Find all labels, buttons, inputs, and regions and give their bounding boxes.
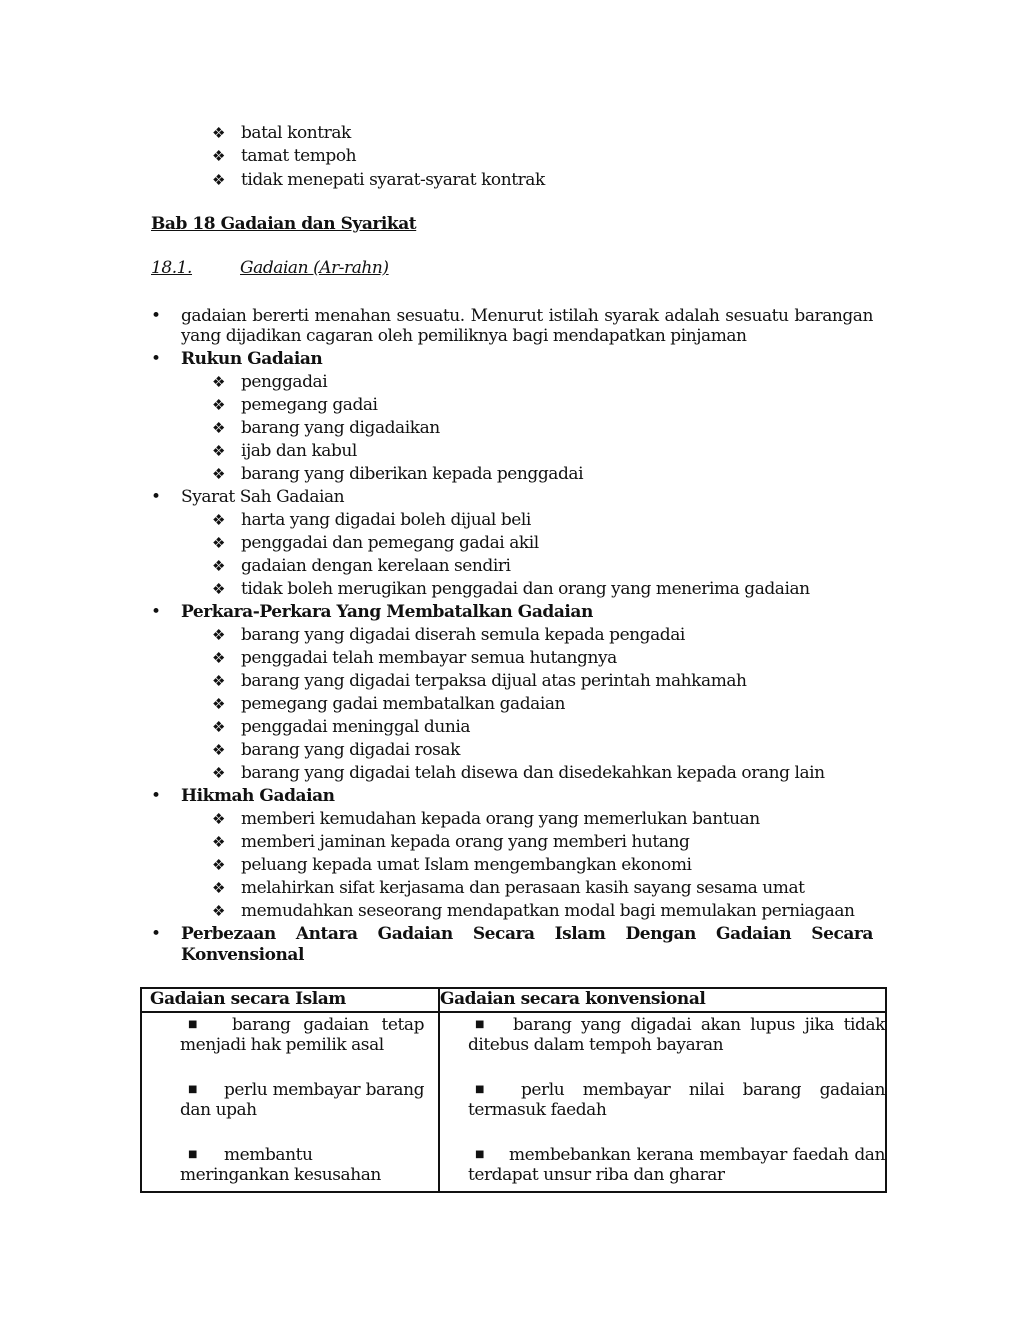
diamond-bullet-icon: ❖ bbox=[212, 718, 225, 736]
table-row bbox=[141, 1012, 886, 1192]
list-item: barang yang digadai telah disewa dan disedekahkan kepada orang lain bbox=[241, 763, 825, 783]
diamond-bullet-icon: ❖ bbox=[212, 171, 225, 189]
syarat-heading: Syarat Sah Gadaian bbox=[181, 487, 345, 507]
table-cell bbox=[141, 1012, 439, 1192]
diamond-bullet-icon: ❖ bbox=[212, 649, 225, 667]
list-item: barang yang diberikan kepada penggadai bbox=[241, 464, 584, 484]
bullet-icon: • bbox=[151, 349, 161, 369]
list-item: batal kontrak bbox=[241, 123, 351, 143]
diamond-bullet-icon: ❖ bbox=[212, 902, 225, 920]
diamond-bullet-icon: ❖ bbox=[212, 557, 225, 575]
list-item: tamat tempoh bbox=[241, 146, 357, 166]
bullet-icon: • bbox=[151, 924, 161, 944]
list-item: penggadai bbox=[241, 372, 328, 392]
diamond-bullet-icon: ❖ bbox=[212, 373, 225, 391]
column-header: Gadaian secara konvensional bbox=[439, 988, 886, 1012]
bullet-icon: • bbox=[151, 786, 161, 806]
diamond-bullet-icon: ❖ bbox=[212, 764, 225, 782]
list-item: ■ membebankan kerana membayar faedah dan terdapat unsur riba dan gharar bbox=[468, 1145, 885, 1185]
list-item: ■ membantu meringankan kesusahan bbox=[180, 1145, 381, 1185]
list-item: ■ perlu membayar barang dan upah bbox=[180, 1080, 424, 1120]
intro-line: yang dijadikan cagaran oleh pemiliknya bagi mendapatkan pinjaman bbox=[181, 326, 747, 346]
list-item: pemegang gadai membatalkan gadaian bbox=[241, 694, 566, 714]
list-item: penggadai telah membayar semua hutangnya bbox=[241, 648, 617, 668]
list-item: harta yang digadai boleh dijual beli bbox=[241, 510, 531, 530]
list-item: gadaian dengan kerelaan sendiri bbox=[241, 556, 511, 576]
diamond-bullet-icon: ❖ bbox=[212, 442, 225, 460]
list-item: ■ perlu membayar nilai barang gadaian termasuk faedah bbox=[468, 1080, 885, 1120]
square-bullet-icon: ■ bbox=[475, 1084, 484, 1095]
table-cell bbox=[439, 1012, 886, 1192]
diamond-bullet-icon: ❖ bbox=[212, 672, 225, 690]
list-item: barang yang digadai diserah semula kepada pengadai bbox=[241, 625, 685, 645]
list-item: memberi kemudahan kepada orang yang memerlukan bantuan bbox=[241, 809, 760, 829]
square-bullet-icon: ■ bbox=[475, 1019, 484, 1030]
diamond-bullet-icon: ❖ bbox=[212, 147, 225, 165]
list-item: melahirkan sifat kerjasama dan perasaan kasih sayang sesama umat bbox=[241, 878, 805, 898]
diamond-bullet-icon: ❖ bbox=[212, 879, 225, 897]
list-item: pemegang gadai bbox=[241, 395, 378, 415]
list-item: ■ barang yang digadai akan lupus jika tidak ditebus dalam tempoh bayaran bbox=[468, 1015, 885, 1055]
diamond-bullet-icon: ❖ bbox=[212, 580, 225, 598]
diamond-bullet-icon: ❖ bbox=[212, 833, 225, 851]
diamond-bullet-icon: ❖ bbox=[212, 396, 225, 414]
diamond-bullet-icon: ❖ bbox=[212, 419, 225, 437]
diamond-bullet-icon: ❖ bbox=[212, 741, 225, 759]
diamond-bullet-icon: ❖ bbox=[212, 856, 225, 874]
square-bullet-icon: ■ bbox=[188, 1149, 197, 1160]
list-item: barang yang digadaikan bbox=[241, 418, 440, 438]
section-heading bbox=[151, 258, 398, 278]
diamond-bullet-icon: ❖ bbox=[212, 626, 225, 644]
list-item: tidak menepati syarat-syarat kontrak bbox=[241, 170, 545, 190]
rukun-heading: Rukun Gadaian bbox=[181, 349, 323, 369]
square-bullet-icon: ■ bbox=[188, 1084, 197, 1095]
diamond-bullet-icon: ❖ bbox=[212, 511, 225, 529]
square-bullet-icon: ■ bbox=[475, 1149, 484, 1160]
list-item: barang yang digadai rosak bbox=[241, 740, 460, 760]
perbezaan-heading: Perbezaan Antara Gadaian Secara Islam Dengan Gadaian Secara bbox=[181, 924, 873, 944]
list-item: memberi jaminan kepada orang yang memberi hutang bbox=[241, 832, 690, 852]
list-item: peluang kepada umat Islam mengembangkan ekonomi bbox=[241, 855, 692, 875]
section-number: 18.1. bbox=[151, 258, 193, 278]
comparison-table bbox=[140, 987, 887, 1193]
bullet-icon: • bbox=[151, 602, 161, 622]
hikmah-heading: Hikmah Gadaian bbox=[181, 786, 335, 806]
bullet-icon: • bbox=[151, 306, 161, 326]
list-item: ijab dan kabul bbox=[241, 441, 357, 461]
batal-heading: Perkara-Perkara Yang Membatalkan Gadaian bbox=[181, 602, 593, 622]
diamond-bullet-icon: ❖ bbox=[212, 695, 225, 713]
square-bullet-icon: ■ bbox=[188, 1019, 197, 1030]
intro-line: gadaian bererti menahan sesuatu. Menurut istilah syarak adalah sesuatu barangan bbox=[181, 306, 873, 326]
perbezaan-heading-cont: Konvensional bbox=[181, 945, 304, 965]
list-item: ■ barang gadaian tetap menjadi hak pemilik asal bbox=[180, 1015, 424, 1055]
list-item: memudahkan seseorang mendapatkan modal bagi memulakan perniagaan bbox=[241, 901, 855, 921]
list-item: tidak boleh merugikan penggadai dan orang yang menerima gadaian bbox=[241, 579, 810, 599]
diamond-bullet-icon: ❖ bbox=[212, 534, 225, 552]
diamond-bullet-icon: ❖ bbox=[212, 810, 225, 828]
diamond-bullet-icon: ❖ bbox=[212, 124, 225, 142]
list-item: penggadai dan pemegang gadai akil bbox=[241, 533, 539, 553]
table-header-row bbox=[141, 988, 886, 1012]
list-item: penggadai meninggal dunia bbox=[241, 717, 471, 737]
chapter-title: Bab 18 Gadaian dan Syarikat bbox=[151, 214, 417, 234]
column-header: Gadaian secara Islam bbox=[141, 988, 439, 1012]
list-item: barang yang digadai terpaksa dijual atas perintah mahkamah bbox=[241, 671, 747, 691]
bullet-icon: • bbox=[151, 487, 161, 507]
section-title: Gadaian (Ar-rahn) bbox=[240, 258, 389, 278]
diamond-bullet-icon: ❖ bbox=[212, 465, 225, 483]
